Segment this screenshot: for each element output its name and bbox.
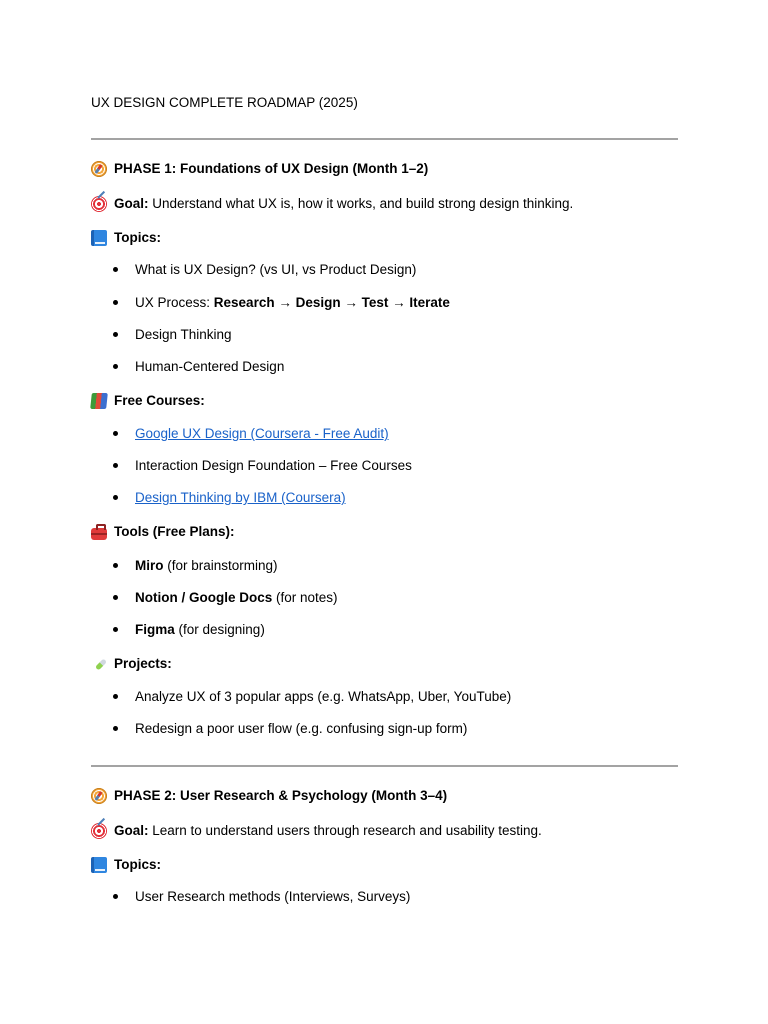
course-link-google-ux[interactable]: Google UX Design (Coursera - Free Audit) — [135, 426, 389, 441]
document-page: UX DESIGN COMPLETE ROADMAP (2025) PHASE 1: Foundations of UX Design (Month 1–2) Goal: Understand what UX is, how it works, and build strong design thinking. Topics: What is UX Design? (vs UI, vs Product Design) UX Process: Research → Design → Test → Iterate Design Thinking Human-Centered Design Free Courses: Google UX Design (Coursera - Free Audit) Interaction Design Foundation – Free Courses Design Thinking by IBM (Coursera) Tools (Free Plans): Miro (for brainstorming) Notion / Google Docs (for notes) Figma (for designing) Projects: Analyze UX of 3 popular apps (e.g. WhatsApp, Uber, YouTube) Redesign a poor user flow (e.g. confusing sign-up form) PHASE 2: User Research & Psychology (Month 3–4) Goal: Learn to understand users through research and usability testing. Topics: User Research methods (Interviews, Surveys) — [0, 0, 768, 1024]
bullet-dot — [113, 267, 118, 272]
bullet-dot — [113, 694, 118, 699]
bullet-dot — [113, 431, 118, 436]
bullet-dot — [113, 595, 118, 600]
phase1-projects-heading: Projects: — [91, 655, 172, 673]
book-icon — [91, 230, 107, 246]
target-icon — [91, 196, 107, 212]
divider — [91, 765, 678, 767]
bullet-dot — [113, 627, 118, 632]
course-link-ibm-design-thinking[interactable]: Design Thinking by IBM (Coursera) — [135, 490, 346, 505]
phase1-heading: PHASE 1: Foundations of UX Design (Month 1–2) — [91, 160, 428, 178]
toolbox-icon — [91, 528, 107, 540]
phase1-tools-heading: Tools (Free Plans): — [91, 523, 235, 541]
bullet-dot — [113, 726, 118, 731]
compass-icon — [91, 161, 107, 177]
bullet-dot — [113, 563, 118, 568]
bullet-dot — [113, 463, 118, 468]
bullet-dot — [113, 300, 118, 305]
phase1-courses-heading: Free Courses: — [91, 392, 205, 410]
compass-icon — [91, 788, 107, 804]
phase2-goal: Goal: Learn to understand users through research and usability testing. — [91, 822, 542, 840]
books-icon — [90, 393, 108, 409]
phase2-topics-heading: Topics: — [91, 856, 161, 874]
document-title: UX DESIGN COMPLETE ROADMAP (2025) — [91, 95, 358, 110]
bullet-dot — [113, 364, 118, 369]
test-tube-icon — [91, 656, 107, 672]
phase2-heading: PHASE 2: User Research & Psychology (Month 3–4) — [91, 787, 447, 805]
bullet-dot — [113, 495, 118, 500]
book-icon — [91, 857, 107, 873]
divider — [91, 138, 678, 140]
target-icon — [91, 823, 107, 839]
phase1-goal: Goal: Understand what UX is, how it works, and build strong design thinking. — [91, 195, 573, 213]
bullet-dot — [113, 332, 118, 337]
phase1-topics-heading: Topics: — [91, 229, 161, 247]
bullet-dot — [113, 894, 118, 899]
